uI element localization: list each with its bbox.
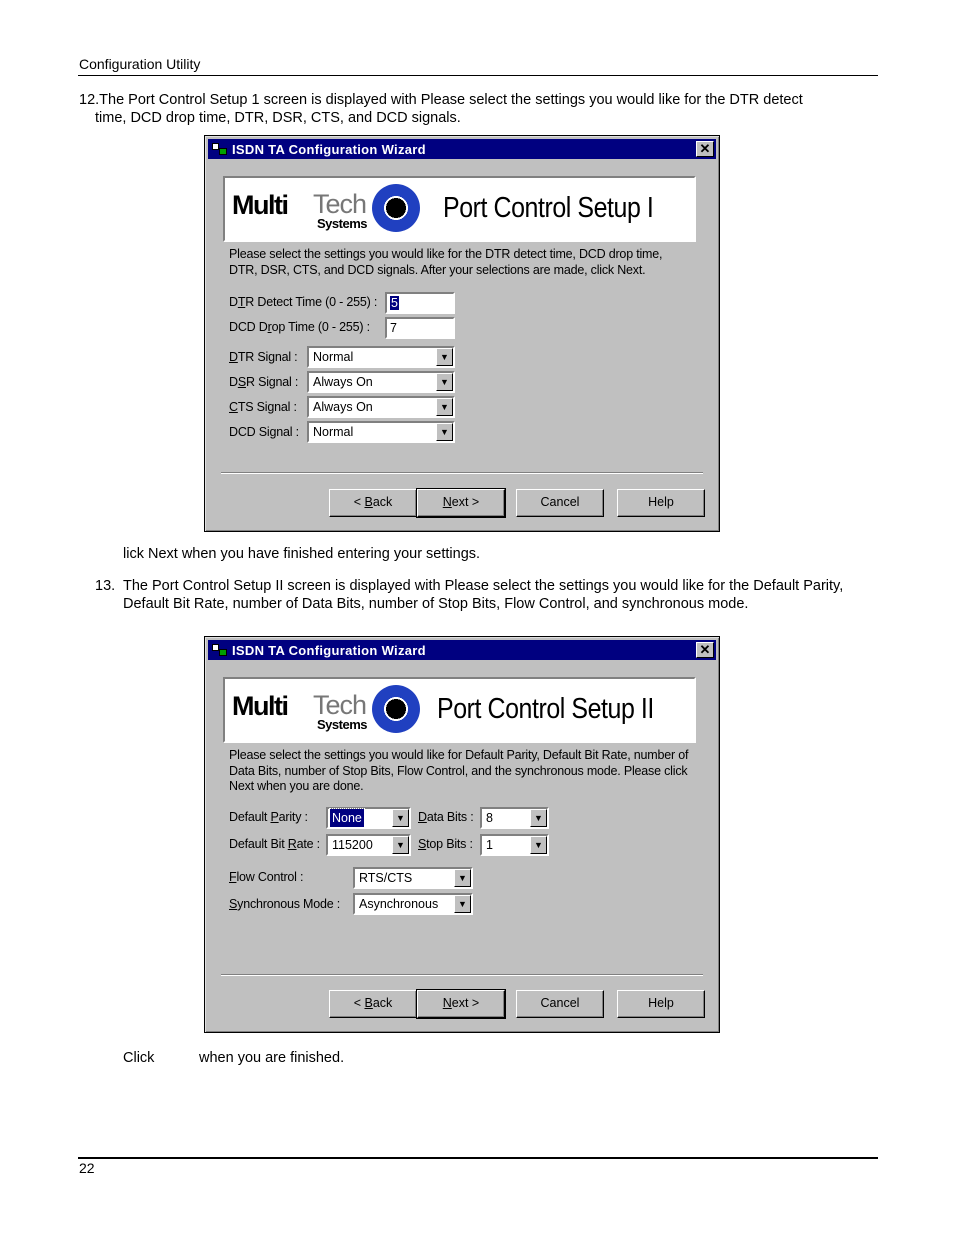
chevron-down-icon[interactable]: ▼	[530, 836, 547, 854]
stop-bits-select[interactable]: 1 ▼	[480, 834, 549, 856]
app-icon	[211, 141, 229, 157]
step13-number: 13.	[95, 578, 116, 594]
logo-disc-icon	[372, 685, 420, 733]
dcd-drop-input[interactable]: 7	[385, 317, 455, 339]
button-separator	[221, 974, 703, 976]
logo-tech: Tech	[313, 189, 367, 219]
dtr-signal-label: DTR Signal :	[229, 350, 298, 364]
chevron-down-icon[interactable]: ▼	[454, 869, 471, 887]
port-control-setup-1-dialog	[204, 135, 720, 532]
dtr-detect-input[interactable]: 5	[385, 292, 455, 314]
next-button[interactable]: Next >	[417, 489, 505, 517]
cancel-button[interactable]: Cancel	[516, 990, 604, 1018]
cts-signal-label: CTS Signal :	[229, 400, 297, 414]
dtr-detect-label: DTR Detect Time (0 - 255) :	[229, 295, 378, 309]
back-button[interactable]: < Back	[329, 990, 417, 1018]
cts-signal-select[interactable]: Always On ▼	[307, 396, 455, 418]
next-button[interactable]: Next >	[417, 990, 505, 1018]
flow-control-label: Flow Control :	[229, 870, 304, 884]
dsr-signal-select[interactable]: Always On ▼	[307, 371, 455, 393]
parity-select[interactable]: None ▼	[326, 807, 411, 829]
chevron-down-icon[interactable]: ▼	[392, 809, 409, 827]
page-number: 22	[79, 1160, 95, 1176]
logo-systems: Systems	[317, 216, 367, 231]
after-dialog2-text-b: when you are finished.	[199, 1050, 345, 1066]
close-icon[interactable]: ✕	[696, 141, 714, 157]
bit-rate-label: Default Bit Rate :	[229, 837, 320, 851]
sync-mode-label: Synchronous Mode :	[229, 897, 341, 911]
port-control-setup-2-dialog	[204, 636, 720, 1033]
logo-systems: Systems	[317, 717, 367, 732]
button-separator	[221, 472, 703, 474]
help-button[interactable]: Help	[617, 489, 705, 517]
chevron-down-icon[interactable]: ▼	[454, 895, 471, 913]
after-dialog2-text-a: Click	[123, 1050, 155, 1066]
app-icon	[211, 642, 229, 658]
cancel-button[interactable]: Cancel	[516, 489, 604, 517]
dialog-description: Please select the settings you would like for the DTR detect time, DCD drop time, DTR, DSR, CTS, and DCD signals. After your selections are made, click Next.	[229, 247, 663, 277]
logo-multi: Multi	[232, 190, 288, 220]
header-rule	[78, 75, 878, 76]
close-icon[interactable]: ✕	[696, 642, 714, 658]
flow-control-select[interactable]: RTS/CTS ▼	[353, 867, 473, 889]
bit-rate-select[interactable]: 115200 ▼	[326, 834, 411, 856]
banner-title: Port Control Setup II	[437, 693, 654, 725]
chevron-down-icon[interactable]: ▼	[530, 809, 547, 827]
step12-line2: time, DCD drop time, DTR, DSR, CTS, and DCD signals.	[95, 110, 461, 126]
chevron-down-icon[interactable]: ▼	[436, 398, 453, 416]
stop-bits-label: Stop Bits :	[418, 837, 473, 851]
after-dialog1-text: lick Next when you have finished entering your settings.	[123, 546, 481, 562]
logo-disc-icon	[372, 184, 420, 232]
dsr-signal-label: DSR Signal :	[229, 375, 299, 389]
banner-title: Port Control Setup I	[443, 192, 654, 224]
logo-multi: Multi	[232, 691, 288, 721]
back-button[interactable]: < Back	[329, 489, 417, 517]
sync-mode-select[interactable]: Asynchronous ▼	[353, 893, 473, 915]
step13-text: The Port Control Setup II screen is displayed with Please select the settings you would like for the Default Parity, Default Bit Rate, number of Data Bits, number of Stop Bits, Flow Control, and synchronous mode.	[123, 578, 844, 612]
parity-label: Default Parity :	[229, 810, 308, 824]
dialog-title: ISDN TA Configuration Wizard	[232, 642, 426, 658]
dialog-title: ISDN TA Configuration Wizard	[232, 141, 426, 157]
data-bits-select[interactable]: 8 ▼	[480, 807, 549, 829]
banner	[223, 677, 696, 743]
data-bits-label: Data Bits :	[418, 810, 474, 824]
chevron-down-icon[interactable]: ▼	[436, 423, 453, 441]
chevron-down-icon[interactable]: ▼	[436, 373, 453, 391]
dialog-description: Please select the settings you would like for Default Parity, Default Bit Rate, number of Data Bits, number of Stop Bits, Flow Control, and the synchronous mode. Please click Next when you are done.	[229, 748, 689, 793]
logo-tech: Tech	[313, 690, 367, 720]
dialog-titlebar	[208, 640, 716, 660]
dtr-signal-select[interactable]: Normal ▼	[307, 346, 455, 368]
dcd-drop-label: DCD Drop Time (0 - 255) :	[229, 320, 370, 334]
footer-rule	[78, 1157, 878, 1159]
dcd-signal-select[interactable]: Normal ▼	[307, 421, 455, 443]
dcd-signal-label: DCD Signal :	[229, 425, 299, 439]
chevron-down-icon[interactable]: ▼	[392, 836, 409, 854]
chevron-down-icon[interactable]: ▼	[436, 348, 453, 366]
dialog-titlebar	[208, 139, 716, 159]
help-button[interactable]: Help	[617, 990, 705, 1018]
banner	[223, 176, 696, 242]
page-header: Configuration Utility	[79, 56, 201, 72]
step12-line1: 12.The Port Control Setup 1 screen is displayed with Please select the settings you would like for the DTR detect	[79, 92, 803, 108]
